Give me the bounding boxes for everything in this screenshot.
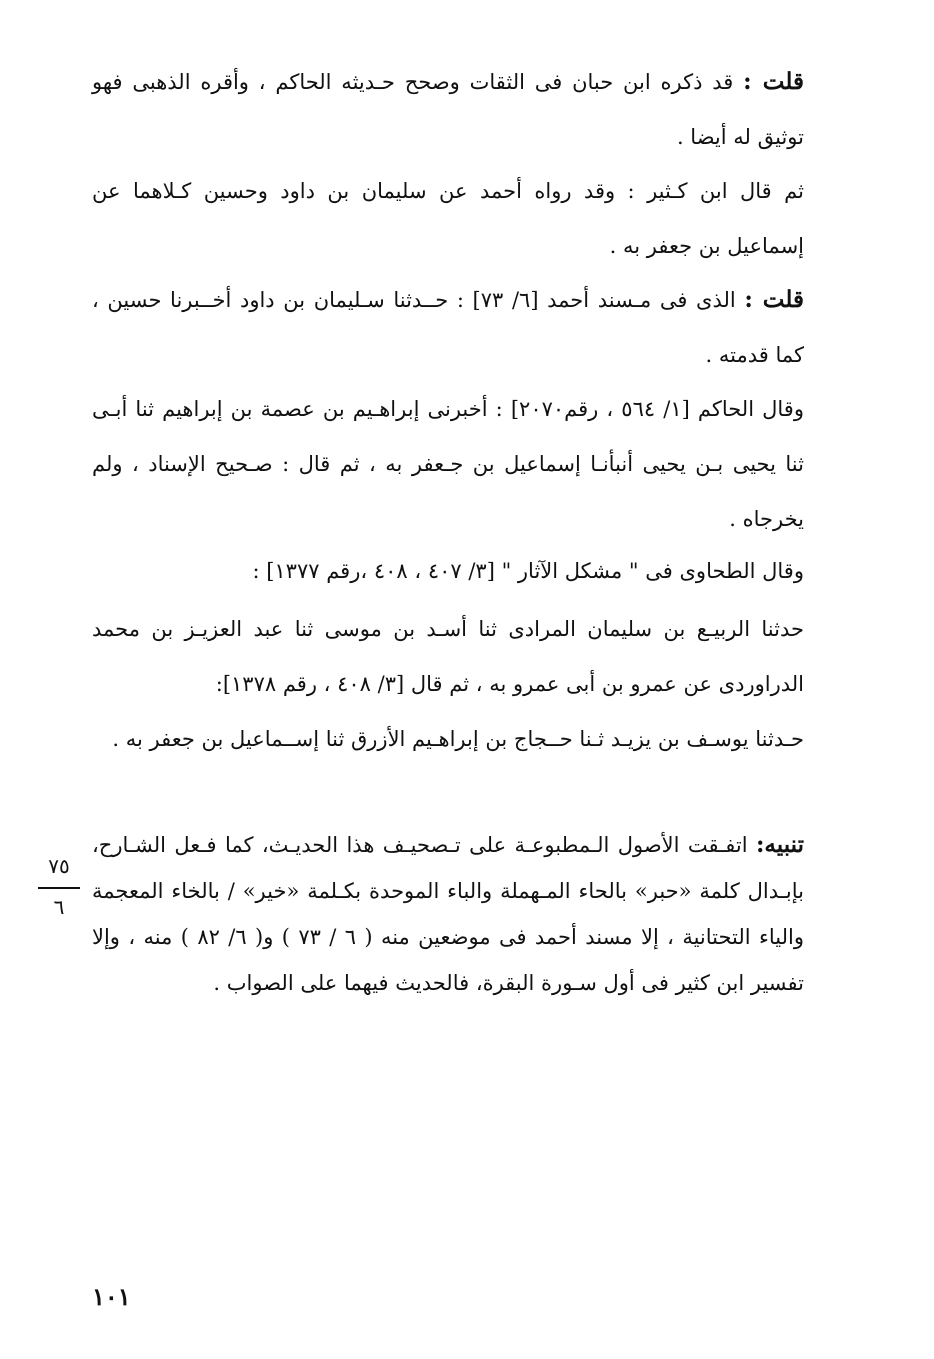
note-text: اتفـقت الأصول الـمطبوعـة على تـصحيـف هذا الحديـث، كما فـعل الشـارح، بإبـدال كلمة «حبر» بالحاء المـهملة والباء الموحدة بكـلمة «خير» / بالخاء المعجمة والياء التحتانية ، إلا مسند أحمد فى موضعين منه ( ٦ / ٧٣ ) و( ٦/ ٨٢ ) منه ، وإلا تفسير ابن كثير فى أول سـورة البقرة، فالحديث فيهما على الصواب .: [92, 833, 804, 995]
paragraph-3: [92, 272, 804, 383]
paragraph-4-text: وقال الحاكم [١/ ٥٦٤ ، رقم٢٠٧٠] : أخبرنى إبراهـيم بن عصمة بن إبراهيم ثنا أبـى ثنا يحيى بـن يحيى أنبأنـا إسماعيل بن جـعفر به ، ثم قال : صـحيح الإسناد ، ولم يخرجاه .: [92, 397, 804, 531]
note-lead: تنبيه:: [755, 831, 804, 858]
note-paragraph: [92, 822, 804, 1006]
page-number: ١٠١: [92, 1282, 131, 1311]
paragraph-4: [92, 382, 804, 547]
margin-reference-top: ٧٥: [48, 854, 70, 878]
paragraph-6-text: حدثنا الربيـع بن سليمان المرادى ثنا أسـد بن موسى ثنا عبد العزيـز بن محمد الدراوردى عن عمرو بن أبى عمرو به ، ثم قال [٣/ ٤٠٨ ، رقم ١٣٧٨]:: [92, 617, 804, 696]
paragraph-7-text: حـدثنا يوسـف بن يزيـد ثـنا حــجاج بن إبراهـيم الأزرق ثنا إســماعيل بن جعفر به .: [112, 727, 804, 751]
paragraph-6: [92, 602, 804, 712]
paragraph-2-text: ثم قال ابن كـثير : وقد رواه أحمد عن سليمان بن داود وحسين كـلاهما عن إسماعيل بن جعفر به .: [92, 179, 804, 258]
paragraph-1: [92, 54, 804, 165]
paragraph-5: [92, 544, 804, 599]
paragraph-7: [92, 712, 804, 767]
margin-reference-divider: [38, 887, 80, 889]
paragraph-2: [92, 164, 804, 274]
paragraph-3-lead: قلت :: [744, 286, 804, 313]
margin-reference-bottom: ٦: [53, 895, 65, 919]
paragraph-3-text: الذى فى مـسند أحمد [٦/ ٧٣] : حــدثنا سـليمان بن داود أخــبرنا حسين ، كما قدمته .: [92, 288, 804, 367]
paragraph-1-lead: قلت :: [743, 68, 804, 95]
paragraph-5-text: وقال الطحاوى فى " مشكل الآثار " [٣/ ٤٠٧ ، ٤٠٨ ،رقم ١٣٧٧] :: [252, 559, 804, 583]
paragraph-1-text: قد ذكره ابن حبان فى الثقات وصحح حـديثه الحاكم ، وأقره الذهبى فهو توثيق له أيضا .: [92, 70, 804, 149]
